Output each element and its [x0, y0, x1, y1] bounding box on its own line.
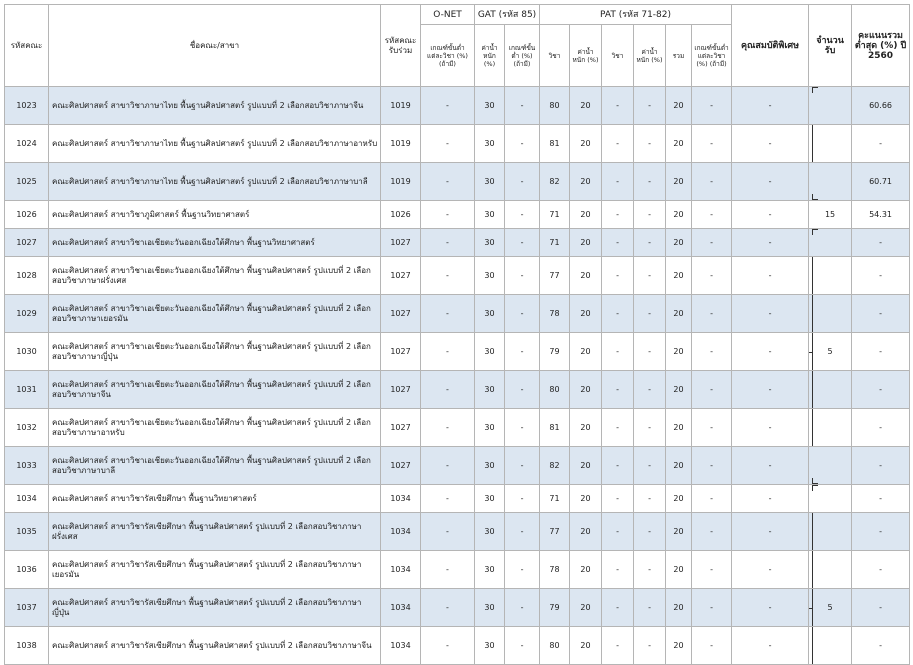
- col-header-special: คุณสมบัติพิเศษ: [732, 5, 809, 87]
- cell-seats: [809, 125, 852, 163]
- cell-name: คณะศิลปศาสตร์ สาขาวิชารัสเซียศึกษา พื้นฐานวิทยาศาสตร์: [49, 485, 381, 513]
- cell-min-score: -: [852, 447, 910, 485]
- cell-pat-subject-2: -: [602, 163, 634, 201]
- col-header-pat-min: เกณฑ์ขั้นต่ำแต่ละวิชา (%) (ถ้ามี): [692, 25, 732, 87]
- cell-joint-code: 1027: [381, 295, 421, 333]
- group-bracket: [812, 125, 813, 162]
- cell-name: คณะศิลปศาสตร์ สาขาวิชาเอเชียตะวันออกเฉียงใต้ศึกษา พื้นฐานศิลปศาสตร์ รูปแบบที่ 2 เลือกสอบวิชาภาษาญี่ปุ่น: [49, 333, 381, 371]
- cell-min-score: -: [852, 257, 910, 295]
- cell-pat-min: -: [692, 87, 732, 125]
- cell-min-score: -: [852, 333, 910, 371]
- cell-code: 1038: [5, 627, 49, 665]
- cell-onet-min: -: [421, 485, 475, 513]
- table-row: [5, 229, 910, 257]
- cell-seats: [809, 201, 852, 229]
- group-bracket: [812, 295, 813, 332]
- cell-min-score: 54.31: [852, 201, 910, 229]
- cell-onet-min: -: [421, 513, 475, 551]
- table-row: [5, 627, 910, 665]
- table-row: [5, 87, 910, 125]
- cell-pat-subject-1: 77: [540, 257, 570, 295]
- cell-pat-total: 20: [666, 551, 692, 589]
- cell-pat-min: -: [692, 201, 732, 229]
- cell-code: 1035: [5, 513, 49, 551]
- cell-name: คณะศิลปศาสตร์ สาขาวิชาเอเชียตะวันออกเฉียงใต้ศึกษา พื้นฐานวิทยาศาสตร์: [49, 229, 381, 257]
- cell-min-score: -: [852, 513, 910, 551]
- cell-gat-weight: 30: [475, 257, 505, 295]
- cell-gat-min: -: [505, 163, 540, 201]
- cell-pat-weight-2: -: [634, 551, 666, 589]
- col-header-gat: GAT (รหัส 85): [475, 5, 540, 25]
- cell-pat-min: -: [692, 513, 732, 551]
- cell-gat-min: -: [505, 371, 540, 409]
- group-bracket: [812, 627, 813, 664]
- cell-name: คณะศิลปศาสตร์ สาขาวิชาเอเชียตะวันออกเฉียงใต้ศึกษา พื้นฐานศิลปศาสตร์ รูปแบบที่ 2 เลือกสอบวิชาภาษาบาลี: [49, 447, 381, 485]
- cell-special: -: [732, 485, 809, 513]
- admission-criteria-table: [4, 4, 910, 665]
- cell-pat-subject-2: -: [602, 229, 634, 257]
- cell-code: 1032: [5, 409, 49, 447]
- cell-gat-weight: 30: [475, 125, 505, 163]
- col-header-onet-min: เกณฑ์ขั้นต่ำแต่ละวิชา (%) (ถ้ามี): [421, 25, 475, 87]
- cell-seats: [809, 333, 852, 371]
- col-header-onet: O-NET: [421, 5, 475, 25]
- cell-pat-subject-2: -: [602, 627, 634, 665]
- cell-joint-code: 1034: [381, 485, 421, 513]
- seats-value: 5: [827, 602, 833, 612]
- cell-onet-min: -: [421, 333, 475, 371]
- cell-pat-weight-1: 20: [570, 163, 602, 201]
- cell-pat-weight-1: 20: [570, 229, 602, 257]
- cell-special: -: [732, 371, 809, 409]
- cell-gat-min: -: [505, 409, 540, 447]
- cell-pat-weight-2: -: [634, 257, 666, 295]
- cell-pat-subject-2: -: [602, 201, 634, 229]
- col-header-min-score: คะแนนรวมต่ำสุด (%) ปี 2560: [852, 5, 910, 87]
- cell-pat-weight-1: 20: [570, 551, 602, 589]
- cell-special: -: [732, 229, 809, 257]
- group-bracket: [812, 485, 818, 491]
- cell-pat-total: 20: [666, 371, 692, 409]
- cell-seats: [809, 627, 852, 665]
- cell-onet-min: -: [421, 409, 475, 447]
- cell-min-score: -: [852, 371, 910, 409]
- cell-pat-min: -: [692, 163, 732, 201]
- cell-special: -: [732, 257, 809, 295]
- cell-gat-weight: 30: [475, 295, 505, 333]
- cell-name: คณะศิลปศาสตร์ สาขาวิชาภาษาไทย พื้นฐานศิลปศาสตร์ รูปแบบที่ 2 เลือกสอบวิชาภาษาอาหรับ: [49, 125, 381, 163]
- cell-pat-min: -: [692, 125, 732, 163]
- cell-name: คณะศิลปศาสตร์ สาขาวิชาเอเชียตะวันออกเฉียงใต้ศึกษา พื้นฐานศิลปศาสตร์ รูปแบบที่ 2 เลือกสอบวิชาภาษาฝรั่งเศส: [49, 257, 381, 295]
- cell-seats: [809, 551, 852, 589]
- cell-joint-code: 1026: [381, 201, 421, 229]
- cell-joint-code: 1027: [381, 257, 421, 295]
- cell-pat-weight-1: 20: [570, 87, 602, 125]
- cell-pat-weight-1: 20: [570, 627, 602, 665]
- cell-pat-min: -: [692, 485, 732, 513]
- cell-name: คณะศิลปศาสตร์ สาขาวิชารัสเซียศึกษา พื้นฐานศิลปศาสตร์ รูปแบบที่ 2 เลือกสอบวิชาภาษาเยอรมัน: [49, 551, 381, 589]
- cell-pat-total: 20: [666, 87, 692, 125]
- cell-code: 1028: [5, 257, 49, 295]
- cell-onet-min: -: [421, 295, 475, 333]
- cell-special: -: [732, 201, 809, 229]
- table-row: [5, 447, 910, 485]
- cell-pat-weight-2: -: [634, 201, 666, 229]
- cell-joint-code: 1027: [381, 333, 421, 371]
- cell-seats: [809, 163, 852, 201]
- cell-code: 1027: [5, 229, 49, 257]
- cell-pat-weight-1: 20: [570, 371, 602, 409]
- cell-gat-weight: 30: [475, 163, 505, 201]
- cell-pat-min: -: [692, 409, 732, 447]
- cell-onet-min: -: [421, 589, 475, 627]
- cell-pat-weight-2: -: [634, 485, 666, 513]
- table-row: [5, 409, 910, 447]
- cell-pat-subject-2: -: [602, 295, 634, 333]
- cell-gat-min: -: [505, 125, 540, 163]
- cell-onet-min: -: [421, 447, 475, 485]
- cell-pat-subject-1: 77: [540, 513, 570, 551]
- group-bracket: [812, 371, 813, 408]
- table-row: [5, 371, 910, 409]
- cell-pat-weight-1: 20: [570, 409, 602, 447]
- cell-seats: [809, 409, 852, 447]
- cell-pat-total: 20: [666, 201, 692, 229]
- cell-pat-weight-1: 20: [570, 201, 602, 229]
- cell-pat-total: 20: [666, 257, 692, 295]
- cell-pat-subject-2: -: [602, 333, 634, 371]
- col-header-pat-weight-1: ค่าน้ำหนัก (%): [570, 25, 602, 87]
- cell-name: คณะศิลปศาสตร์ สาขาวิชารัสเซียศึกษา พื้นฐานศิลปศาสตร์ รูปแบบที่ 2 เลือกสอบวิชาภาษาญี่ปุ่น: [49, 589, 381, 627]
- cell-joint-code: 1019: [381, 125, 421, 163]
- cell-pat-subject-1: 81: [540, 409, 570, 447]
- cell-special: -: [732, 589, 809, 627]
- cell-gat-weight: 30: [475, 589, 505, 627]
- cell-special: -: [732, 447, 809, 485]
- col-header-gat-weight: ค่าน้ำหนัก (%): [475, 25, 505, 87]
- cell-special: -: [732, 551, 809, 589]
- cell-name: คณะศิลปศาสตร์ สาขาวิชาเอเชียตะวันออกเฉียงใต้ศึกษา พื้นฐานศิลปศาสตร์ รูปแบบที่ 2 เลือกสอบวิชาภาษาเยอรมัน: [49, 295, 381, 333]
- table-row: [5, 201, 910, 229]
- table-row: [5, 513, 910, 551]
- cell-pat-total: 20: [666, 513, 692, 551]
- cell-code: 1030: [5, 333, 49, 371]
- cell-special: -: [732, 163, 809, 201]
- table-row: [5, 125, 910, 163]
- seats-value: 15: [824, 209, 836, 219]
- cell-special: -: [732, 125, 809, 163]
- cell-pat-total: 20: [666, 163, 692, 201]
- table-body: [5, 87, 910, 665]
- cell-onet-min: -: [421, 371, 475, 409]
- cell-seats: [809, 447, 852, 485]
- cell-pat-weight-2: -: [634, 589, 666, 627]
- table-row: [5, 485, 910, 513]
- cell-seats: [809, 229, 852, 257]
- cell-pat-subject-1: 80: [540, 627, 570, 665]
- cell-name: คณะศิลปศาสตร์ สาขาวิชารัสเซียศึกษา พื้นฐานศิลปศาสตร์ รูปแบบที่ 2 เลือกสอบวิชาภาษาจีน: [49, 627, 381, 665]
- cell-pat-weight-2: -: [634, 447, 666, 485]
- cell-gat-weight: 30: [475, 87, 505, 125]
- cell-min-score: -: [852, 627, 910, 665]
- cell-seats: [809, 485, 852, 513]
- cell-pat-weight-2: -: [634, 513, 666, 551]
- col-header-pat-subject-2: วิชา: [602, 25, 634, 87]
- cell-pat-subject-2: -: [602, 485, 634, 513]
- table-row: [5, 589, 910, 627]
- cell-joint-code: 1027: [381, 409, 421, 447]
- cell-gat-min: -: [505, 87, 540, 125]
- cell-joint-code: 1019: [381, 87, 421, 125]
- cell-name: คณะศิลปศาสตร์ สาขาวิชาเอเชียตะวันออกเฉียงใต้ศึกษา พื้นฐานศิลปศาสตร์ รูปแบบที่ 2 เลือกสอบวิชาภาษาอาหรับ: [49, 409, 381, 447]
- cell-gat-weight: 30: [475, 229, 505, 257]
- cell-onet-min: -: [421, 257, 475, 295]
- cell-pat-weight-2: -: [634, 295, 666, 333]
- cell-name: คณะศิลปศาสตร์ สาขาวิชาภาษาไทย พื้นฐานศิลปศาสตร์ รูปแบบที่ 2 เลือกสอบวิชาภาษาบาลี: [49, 163, 381, 201]
- cell-pat-subject-1: 80: [540, 87, 570, 125]
- cell-name: คณะศิลปศาสตร์ สาขาวิชาภาษาไทย พื้นฐานศิลปศาสตร์ รูปแบบที่ 2 เลือกสอบวิชาภาษาจีน: [49, 87, 381, 125]
- cell-pat-weight-2: -: [634, 627, 666, 665]
- cell-pat-weight-1: 20: [570, 257, 602, 295]
- cell-pat-subject-1: 82: [540, 163, 570, 201]
- table-row: [5, 257, 910, 295]
- cell-pat-weight-1: 20: [570, 485, 602, 513]
- cell-pat-weight-2: -: [634, 125, 666, 163]
- col-header-joint-code: รหัสคณะรับร่วม: [381, 5, 421, 87]
- col-header-pat: PAT (รหัส 71-82): [540, 5, 732, 25]
- cell-name: คณะศิลปศาสตร์ สาขาวิชาเอเชียตะวันออกเฉียงใต้ศึกษา พื้นฐานศิลปศาสตร์ รูปแบบที่ 2 เลือกสอบวิชาภาษาจีน: [49, 371, 381, 409]
- cell-pat-total: 20: [666, 333, 692, 371]
- cell-gat-weight: 30: [475, 333, 505, 371]
- cell-seats: [809, 513, 852, 551]
- cell-pat-total: 20: [666, 627, 692, 665]
- cell-min-score: -: [852, 485, 910, 513]
- table-row: [5, 163, 910, 201]
- group-bracket: [812, 478, 818, 484]
- cell-pat-subject-1: 79: [540, 589, 570, 627]
- cell-name: คณะศิลปศาสตร์ สาขาวิชารัสเซียศึกษา พื้นฐานศิลปศาสตร์ รูปแบบที่ 2 เลือกสอบวิชาภาษาฝรั่งเศส: [49, 513, 381, 551]
- cell-pat-min: -: [692, 627, 732, 665]
- cell-gat-min: -: [505, 447, 540, 485]
- cell-pat-total: 20: [666, 229, 692, 257]
- cell-pat-subject-1: 82: [540, 447, 570, 485]
- cell-code: 1037: [5, 589, 49, 627]
- table-row: [5, 333, 910, 371]
- group-bracket: [812, 194, 818, 200]
- cell-pat-subject-2: -: [602, 125, 634, 163]
- cell-code: 1036: [5, 551, 49, 589]
- cell-pat-subject-2: -: [602, 257, 634, 295]
- cell-code: 1033: [5, 447, 49, 485]
- cell-joint-code: 1034: [381, 627, 421, 665]
- cell-gat-min: -: [505, 589, 540, 627]
- cell-pat-total: 20: [666, 295, 692, 333]
- seats-value: 5: [827, 346, 833, 356]
- cell-onet-min: -: [421, 125, 475, 163]
- cell-pat-weight-1: 20: [570, 295, 602, 333]
- col-header-pat-subject-1: วิชา: [540, 25, 570, 87]
- header-row-group: [5, 5, 910, 25]
- cell-gat-weight: 30: [475, 409, 505, 447]
- cell-gat-min: -: [505, 295, 540, 333]
- cell-gat-min: -: [505, 627, 540, 665]
- cell-code: 1029: [5, 295, 49, 333]
- cell-seats: [809, 87, 852, 125]
- cell-pat-weight-1: 20: [570, 513, 602, 551]
- cell-code: 1023: [5, 87, 49, 125]
- cell-pat-subject-2: -: [602, 87, 634, 125]
- cell-pat-subject-1: 81: [540, 125, 570, 163]
- cell-pat-weight-1: 20: [570, 333, 602, 371]
- group-bracket: [812, 551, 813, 588]
- table-row: [5, 551, 910, 589]
- cell-name: คณะศิลปศาสตร์ สาขาวิชาภูมิศาสตร์ พื้นฐานวิทยาศาสตร์: [49, 201, 381, 229]
- cell-gat-weight: 30: [475, 513, 505, 551]
- cell-joint-code: 1034: [381, 589, 421, 627]
- cell-special: -: [732, 627, 809, 665]
- cell-pat-subject-1: 78: [540, 295, 570, 333]
- group-bracket: [812, 87, 818, 93]
- cell-pat-min: -: [692, 229, 732, 257]
- cell-joint-code: 1027: [381, 229, 421, 257]
- cell-pat-weight-2: -: [634, 87, 666, 125]
- cell-special: -: [732, 295, 809, 333]
- group-bracket: [812, 333, 813, 370]
- cell-pat-weight-2: -: [634, 409, 666, 447]
- cell-pat-weight-2: -: [634, 229, 666, 257]
- cell-gat-min: -: [505, 333, 540, 371]
- cell-seats: [809, 371, 852, 409]
- cell-pat-min: -: [692, 551, 732, 589]
- cell-min-score: -: [852, 551, 910, 589]
- cell-pat-weight-1: 20: [570, 447, 602, 485]
- cell-gat-min: -: [505, 551, 540, 589]
- cell-special: -: [732, 87, 809, 125]
- cell-gat-weight: 30: [475, 551, 505, 589]
- cell-gat-min: -: [505, 257, 540, 295]
- cell-code: 1034: [5, 485, 49, 513]
- cell-min-score: 60.66: [852, 87, 910, 125]
- cell-gat-weight: 30: [475, 447, 505, 485]
- cell-seats: [809, 295, 852, 333]
- cell-gat-weight: 30: [475, 201, 505, 229]
- cell-gat-min: -: [505, 485, 540, 513]
- cell-joint-code: 1034: [381, 551, 421, 589]
- cell-pat-subject-1: 78: [540, 551, 570, 589]
- cell-pat-subject-1: 71: [540, 229, 570, 257]
- cell-code: 1026: [5, 201, 49, 229]
- cell-joint-code: 1019: [381, 163, 421, 201]
- cell-pat-subject-1: 79: [540, 333, 570, 371]
- cell-pat-weight-1: 20: [570, 589, 602, 627]
- cell-pat-min: -: [692, 257, 732, 295]
- cell-joint-code: 1027: [381, 447, 421, 485]
- col-header-code: รหัสคณะ: [5, 5, 49, 87]
- cell-pat-weight-2: -: [634, 333, 666, 371]
- cell-min-score: -: [852, 295, 910, 333]
- cell-pat-subject-2: -: [602, 551, 634, 589]
- cell-pat-min: -: [692, 295, 732, 333]
- group-bracket: [812, 589, 813, 626]
- cell-code: 1031: [5, 371, 49, 409]
- cell-onet-min: -: [421, 551, 475, 589]
- cell-pat-min: -: [692, 371, 732, 409]
- cell-special: -: [732, 333, 809, 371]
- cell-onet-min: -: [421, 87, 475, 125]
- cell-pat-subject-2: -: [602, 447, 634, 485]
- cell-pat-subject-1: 71: [540, 485, 570, 513]
- cell-special: -: [732, 513, 809, 551]
- cell-seats: [809, 589, 852, 627]
- cell-pat-subject-1: 80: [540, 371, 570, 409]
- cell-pat-subject-2: -: [602, 589, 634, 627]
- cell-onet-min: -: [421, 163, 475, 201]
- cell-seats: [809, 257, 852, 295]
- cell-pat-subject-2: -: [602, 409, 634, 447]
- cell-pat-subject-1: 71: [540, 201, 570, 229]
- col-header-seats: จำนวนรับ: [809, 5, 852, 87]
- col-header-gat-min: เกณฑ์ขั้นต่ำ (%) (ถ้ามี): [505, 25, 540, 87]
- cell-pat-weight-2: -: [634, 371, 666, 409]
- cell-pat-total: 20: [666, 409, 692, 447]
- group-bracket: [812, 257, 813, 294]
- group-bracket: [812, 409, 813, 446]
- cell-pat-min: -: [692, 333, 732, 371]
- cell-code: 1025: [5, 163, 49, 201]
- cell-onet-min: -: [421, 201, 475, 229]
- cell-min-score: 60.71: [852, 163, 910, 201]
- group-bracket: [812, 513, 813, 550]
- cell-code: 1024: [5, 125, 49, 163]
- cell-pat-total: 20: [666, 125, 692, 163]
- cell-pat-min: -: [692, 589, 732, 627]
- cell-gat-min: -: [505, 513, 540, 551]
- cell-pat-total: 20: [666, 447, 692, 485]
- cell-gat-weight: 30: [475, 485, 505, 513]
- col-header-pat-total: รวม: [666, 25, 692, 87]
- cell-special: -: [732, 409, 809, 447]
- cell-pat-subject-2: -: [602, 513, 634, 551]
- cell-gat-min: -: [505, 229, 540, 257]
- cell-min-score: -: [852, 589, 910, 627]
- table-row: [5, 295, 910, 333]
- cell-pat-total: 20: [666, 485, 692, 513]
- cell-joint-code: 1034: [381, 513, 421, 551]
- cell-gat-weight: 30: [475, 371, 505, 409]
- col-header-name: ชื่อคณะ/สาขา: [49, 5, 381, 87]
- cell-min-score: -: [852, 409, 910, 447]
- cell-min-score: -: [852, 229, 910, 257]
- cell-pat-total: 20: [666, 589, 692, 627]
- cell-min-score: -: [852, 125, 910, 163]
- cell-pat-min: -: [692, 447, 732, 485]
- cell-onet-min: -: [421, 229, 475, 257]
- cell-gat-min: -: [505, 201, 540, 229]
- cell-joint-code: 1027: [381, 371, 421, 409]
- cell-pat-subject-2: -: [602, 371, 634, 409]
- cell-gat-weight: 30: [475, 627, 505, 665]
- cell-onet-min: -: [421, 627, 475, 665]
- group-bracket: [812, 229, 818, 235]
- col-header-pat-weight-2: ค่าน้ำหนัก (%): [634, 25, 666, 87]
- cell-pat-weight-1: 20: [570, 125, 602, 163]
- cell-pat-weight-2: -: [634, 163, 666, 201]
